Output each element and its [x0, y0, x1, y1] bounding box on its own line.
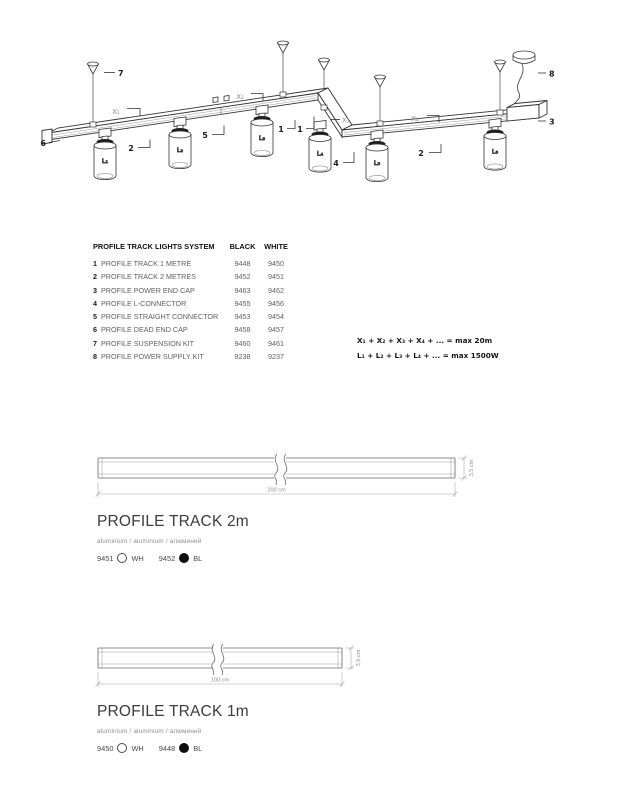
light-label: L₄	[316, 149, 324, 158]
product-materials: aluminium / aluminium / алюминий	[97, 728, 202, 735]
callout-3: 3	[549, 117, 555, 127]
variant-label-white: WH	[131, 553, 144, 563]
table-row: 1 PROFILE TRACK 1 METRE 9448 9450	[93, 259, 284, 268]
height-dimension-label: 3,5 cm	[469, 459, 475, 477]
product-variants	[97, 743, 249, 753]
span-label-x3: X₃	[342, 116, 350, 125]
max-length-formula: X₁ + X₂ + X₃ + X₄ + ... = max 20m	[357, 336, 493, 345]
column-white: WHITE	[264, 242, 288, 251]
light-label: L₁	[101, 157, 109, 165]
product-title: PROFILE TRACK 1m	[97, 703, 249, 720]
product-variants	[97, 553, 249, 563]
span-label-x4: X₄	[411, 115, 419, 123]
product-section-2m	[97, 513, 249, 563]
spotlight-l2	[169, 117, 191, 169]
track-system-diagram	[0, 0, 622, 232]
column-black: BLACK	[229, 242, 256, 251]
track-1m-profile	[98, 644, 342, 675]
height-dimension-label: 3,5 cm	[356, 649, 362, 667]
variant-label-white: WH	[131, 743, 144, 753]
length-dimension-label: 200 cm	[267, 487, 286, 494]
variant-code-white: 9451	[97, 553, 114, 563]
spotlight-l5	[366, 130, 388, 182]
table-row: 2 PROFILE TRACK 2 METRES 9452 9451	[93, 272, 284, 282]
callout-8: 8	[549, 69, 555, 79]
light-label: L₅	[373, 159, 381, 167]
suspension-cone-icon	[88, 41, 506, 87]
callout-2: 2	[418, 149, 424, 158]
span-label-x2: X₂	[236, 93, 244, 101]
table-row: 4 PROFILE L-CONNECTOR 9455 9456	[93, 298, 284, 308]
black-finish-swatch-icon	[179, 743, 189, 753]
white-finish-swatch-icon	[117, 553, 127, 563]
product-title: PROFILE TRACK 2m	[97, 513, 249, 530]
table-title: PROFILE TRACK LIGHTS SYSTEM	[93, 242, 215, 251]
callout-6: 6	[40, 139, 46, 148]
variant-label-black: BL	[193, 553, 203, 563]
spotlight-l3	[251, 105, 273, 157]
callout-2: 2	[128, 144, 134, 153]
spotlight-l6	[484, 119, 506, 171]
system-limits	[357, 334, 499, 363]
table-row: 5 PROFILE STRAIGHT CONNECTOR 9453 9454	[93, 312, 284, 322]
callout-1: 1	[297, 125, 303, 134]
span-label-x1: X₁	[112, 108, 120, 116]
black-finish-swatch-icon	[179, 553, 189, 563]
track-2m-drawing	[90, 443, 490, 507]
callout-1: 1	[278, 125, 284, 134]
table-row: 6 PROFILE DEAD END CAP 9458 9457	[93, 325, 284, 335]
light-label: L₆	[491, 147, 499, 156]
product-section-1m	[97, 703, 249, 753]
table-row: 7 PROFILE SUSPENSION KIT 9460 9461	[93, 338, 284, 348]
light-label: L₂	[176, 146, 184, 154]
light-label: L₃	[258, 134, 266, 142]
parts-table	[93, 241, 295, 363]
max-load-formula: L₁ + L₂ + L₃ + L₄ + ... = max 1500W	[357, 350, 499, 360]
track-1m-drawing	[90, 633, 430, 697]
table-header	[93, 241, 295, 253]
product-materials: aluminium / aluminium / алюминий	[97, 538, 202, 545]
power-end-cap	[507, 101, 547, 122]
table-row: 8 PROFILE POWER SUPPLY KIT 9238 9237	[93, 352, 284, 362]
white-finish-swatch-icon	[117, 743, 127, 753]
spotlight-l1	[94, 128, 116, 180]
callout-5: 5	[202, 131, 208, 140]
variant-code-white: 9450	[97, 743, 114, 753]
variant-label-black: BL	[193, 743, 203, 753]
variant-code-black: 9452	[158, 553, 176, 563]
callout-4: 4	[333, 159, 339, 168]
length-dimension-label: 100 cm	[210, 677, 230, 684]
variant-code-black: 9448	[158, 743, 176, 753]
callout-7: 7	[118, 69, 124, 78]
track-2m-profile	[98, 454, 455, 485]
table-row: 3 PROFILE POWER END CAP 9463 9462	[93, 285, 284, 295]
